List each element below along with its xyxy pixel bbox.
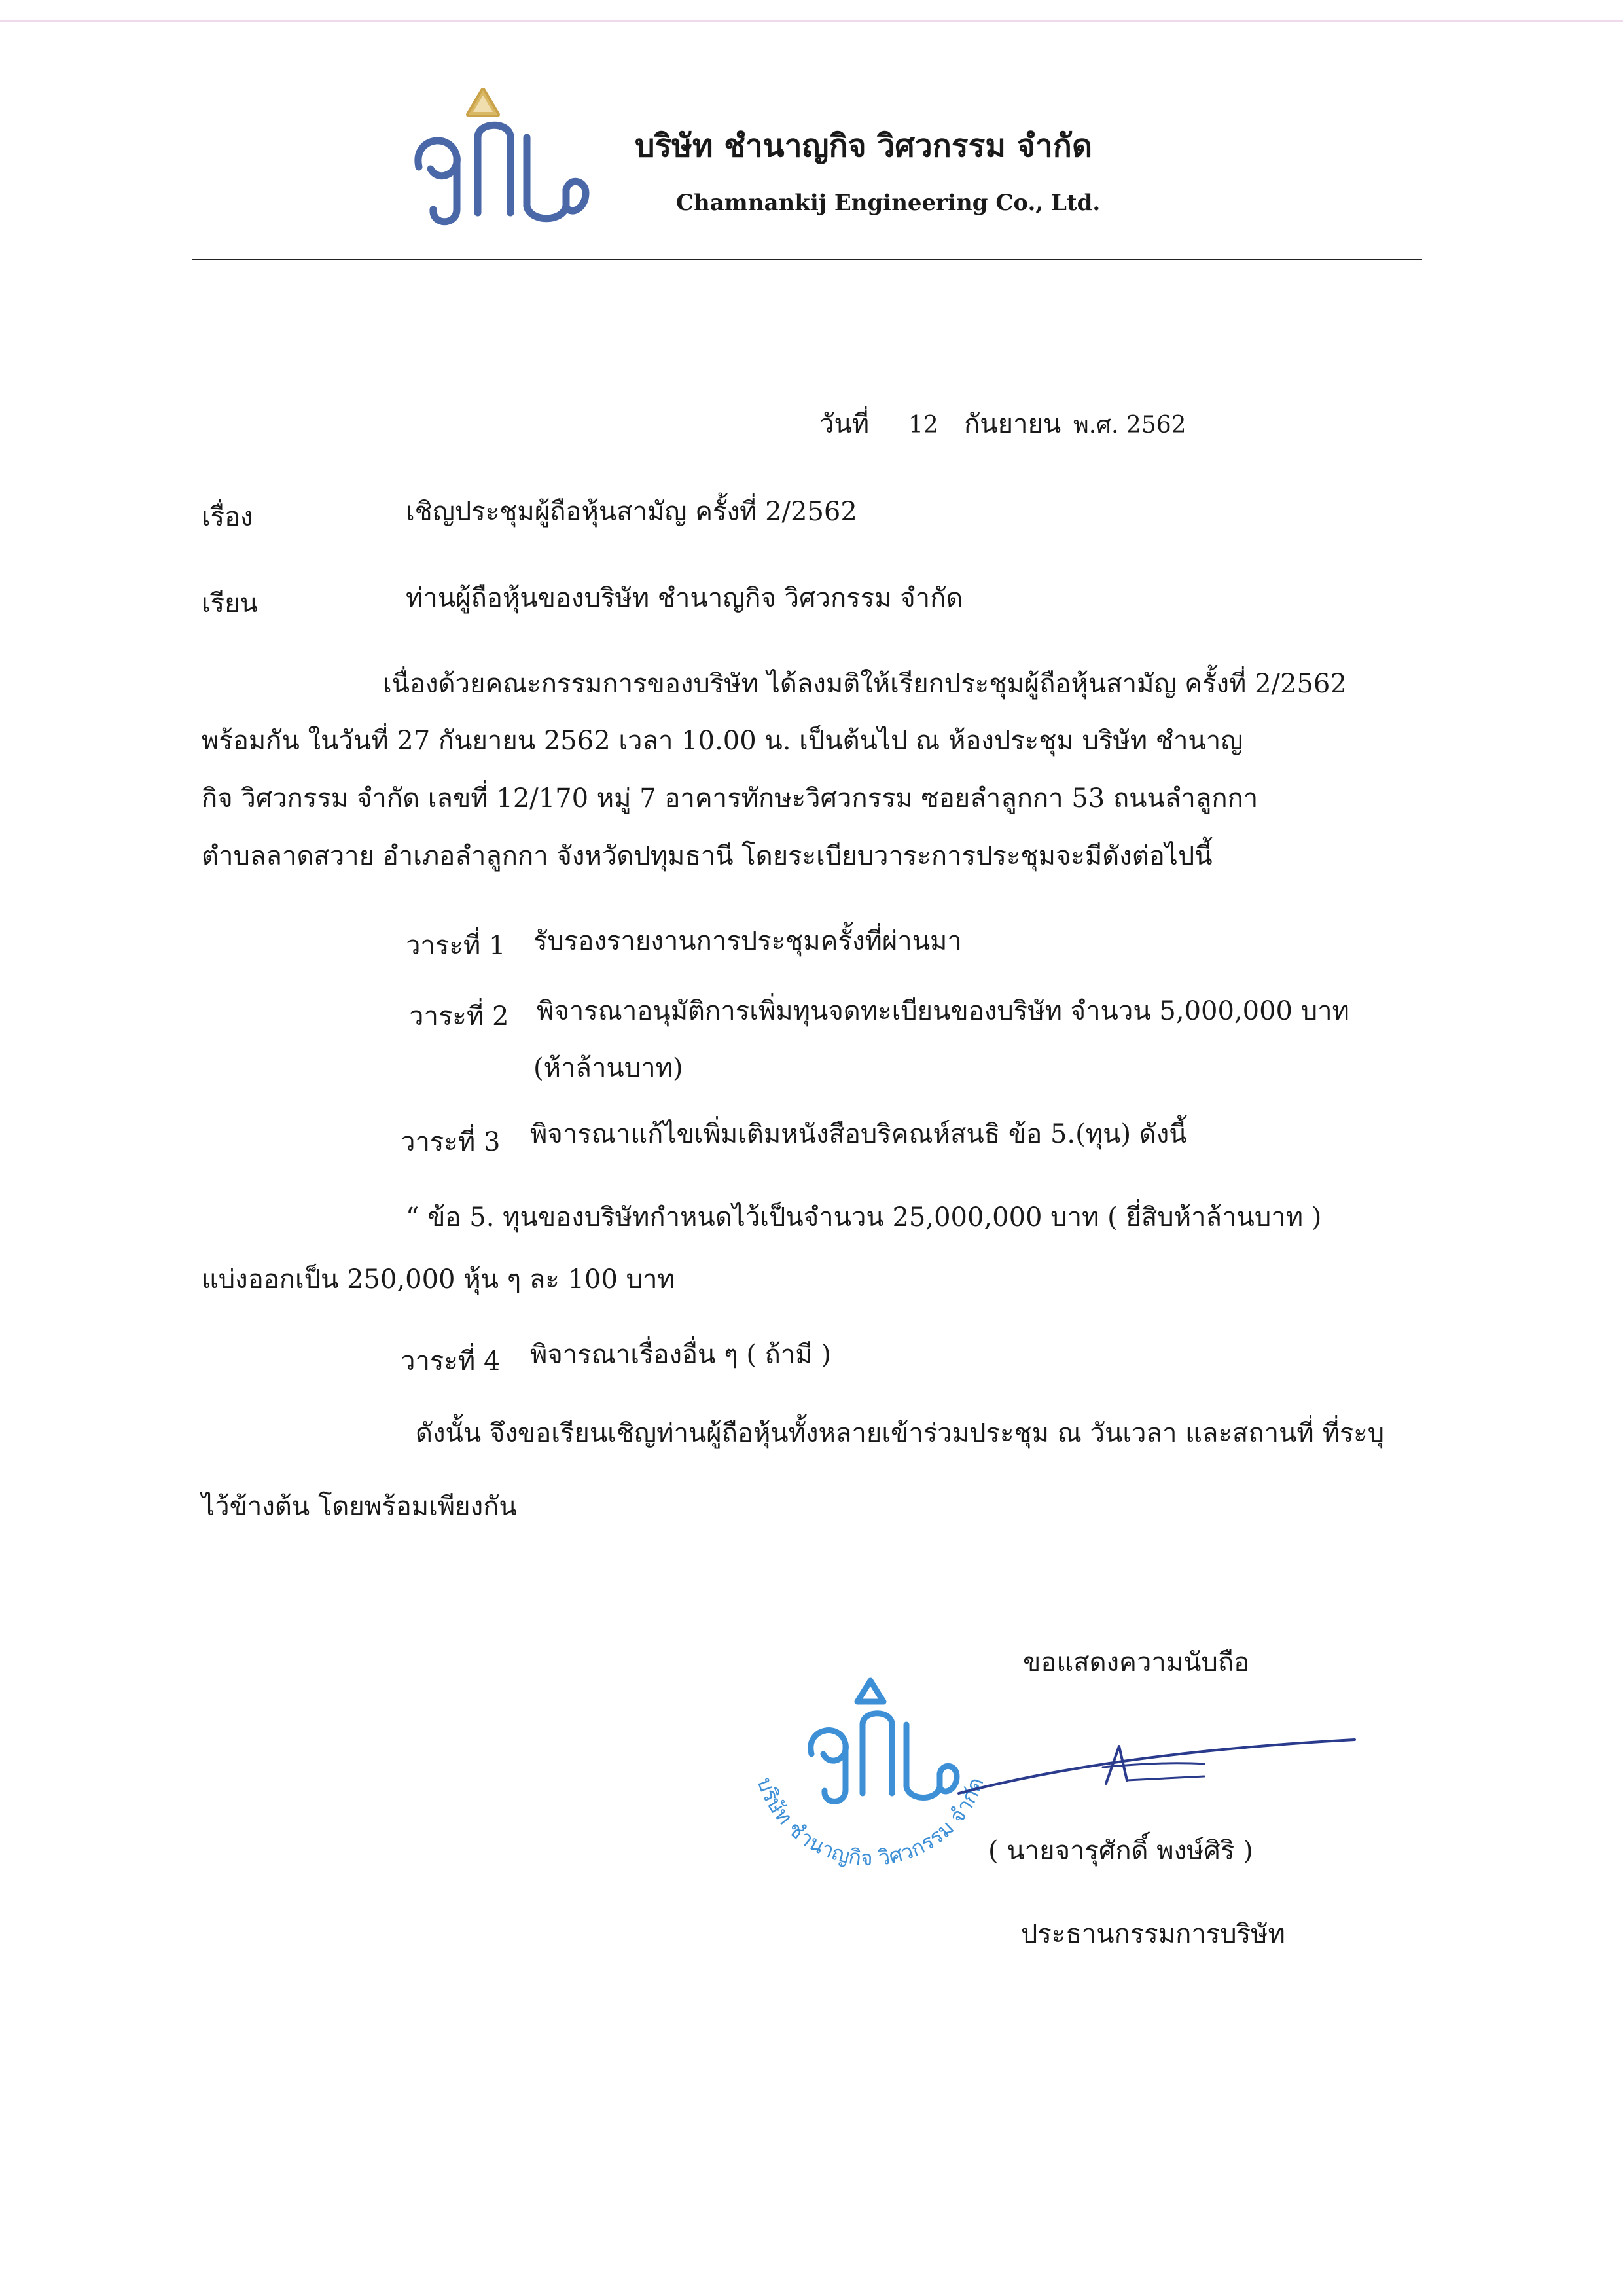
closing-line: ไว้ข้างต้น โดยพร้อมเพียงกัน xyxy=(202,1492,517,1522)
agenda-label: วาระที่ 2 xyxy=(409,1001,509,1031)
agenda-text: พิจารณาอนุมัติการเพิ่มทุนจดทะเบียนของบริษัท จำนวน 5,000,000 บาท xyxy=(537,996,1349,1026)
intro-line: กิจ วิศวกรรม จำกัด เลขที่ 12/170 หมู่ 7 อาคารทักษะวิศวกรรม ซอยลำลูกกา 53 ถนนลำลูกกา xyxy=(202,783,1258,814)
date-label: วันที่ xyxy=(819,409,870,439)
intro-line: เนื่องด้วยคณะกรรมการของบริษัท ได้ลงมติให้เรียกประชุมผู้ถือหุ้นสามัญ ครั้งที่ 2/2562 xyxy=(383,669,1347,699)
signer-name: ( นายจารุศักดิ์ พงษ์ศิริ ) xyxy=(988,1836,1253,1866)
salutation-text: ท่านผู้ถือหุ้นของบริษัท ชำนาญกิจ วิศวกรรม จำกัด xyxy=(406,583,963,613)
subject-label: เรื่อง xyxy=(202,502,253,532)
top-border-line xyxy=(0,20,1623,22)
intro-line: ตำบลลาดสวาย อำเภอลำลูกกา จังหวัดปทุมธานี โดยระเบียบวาระการประชุมจะมีดังต่อไปนี้ xyxy=(202,841,1213,871)
signer-title: ประธานกรรมการบริษัท xyxy=(1021,1919,1285,1949)
regards-text: ขอแสดงความนับถือ xyxy=(1023,1647,1250,1677)
intro-line: พร้อมกัน ในวันที่ 27 กันยายน 2562 เวลา 10.00 น. เป็นต้นไป ณ ห้องประชุม บริษัท ชำนาญ xyxy=(202,726,1243,756)
quote-line: แบ่งออกเป็น 250,000 หุ้น ๆ ละ 100 บาท xyxy=(202,1265,675,1295)
date-day: 12 xyxy=(908,412,938,439)
company-name-english: Chamnankij Engineering Co., Ltd. xyxy=(676,190,1101,216)
company-logo xyxy=(406,85,596,236)
handwritten-signature xyxy=(955,1728,1361,1800)
closing-line: ดังนั้น จึงขอเรียนเชิญท่านผู้ถือหุ้นทั้งหลายเข้าร่วมประชุม ณ วันเวลา และสถานที่ ที่ระบุ xyxy=(416,1418,1385,1448)
company-name-thai: บริษัท ชำนาญกิจ วิศวกรรม จำกัด xyxy=(635,128,1092,164)
salutation-label: เรียน xyxy=(202,588,258,619)
quote-line: “ ข้อ 5. ทุนของบริษัทกำหนดไว้เป็นจำนวน 25,000,000 บาท ( ยี่สิบห้าล้านบาท ) xyxy=(406,1202,1322,1232)
subject-text: เชิญประชุมผู้ถือหุ้นสามัญ ครั้งที่ 2/2562 xyxy=(406,497,857,527)
svg-text:บริษัท ชำนาญกิจ วิศวกรรม จำกัด: บริษัท ชำนาญกิจ วิศวกรรม จำกัด xyxy=(752,1774,989,1871)
date-year: พ.ศ. 2562 xyxy=(1073,412,1186,439)
agenda-label: วาระที่ 3 xyxy=(401,1127,501,1157)
agenda-text: พิจารณาแก้ไขเพิ่มเติมหนังสือบริคณห์สนธิ ข้อ 5.(ทุน) ดังนี้ xyxy=(530,1119,1187,1149)
agenda-label: วาระที่ 1 xyxy=(406,931,506,961)
date-month: กันยายน xyxy=(964,409,1061,439)
agenda-text: รับรองรายงานการประชุมครั้งที่ผ่านมา xyxy=(533,926,962,956)
agenda-label: วาระที่ 4 xyxy=(401,1346,501,1376)
agenda-text: พิจารณาเรื่องอื่น ๆ ( ถ้ามี ) xyxy=(530,1340,831,1370)
header-rule xyxy=(192,259,1422,260)
agenda-text-continued: (ห้าล้านบาท) xyxy=(533,1053,683,1083)
